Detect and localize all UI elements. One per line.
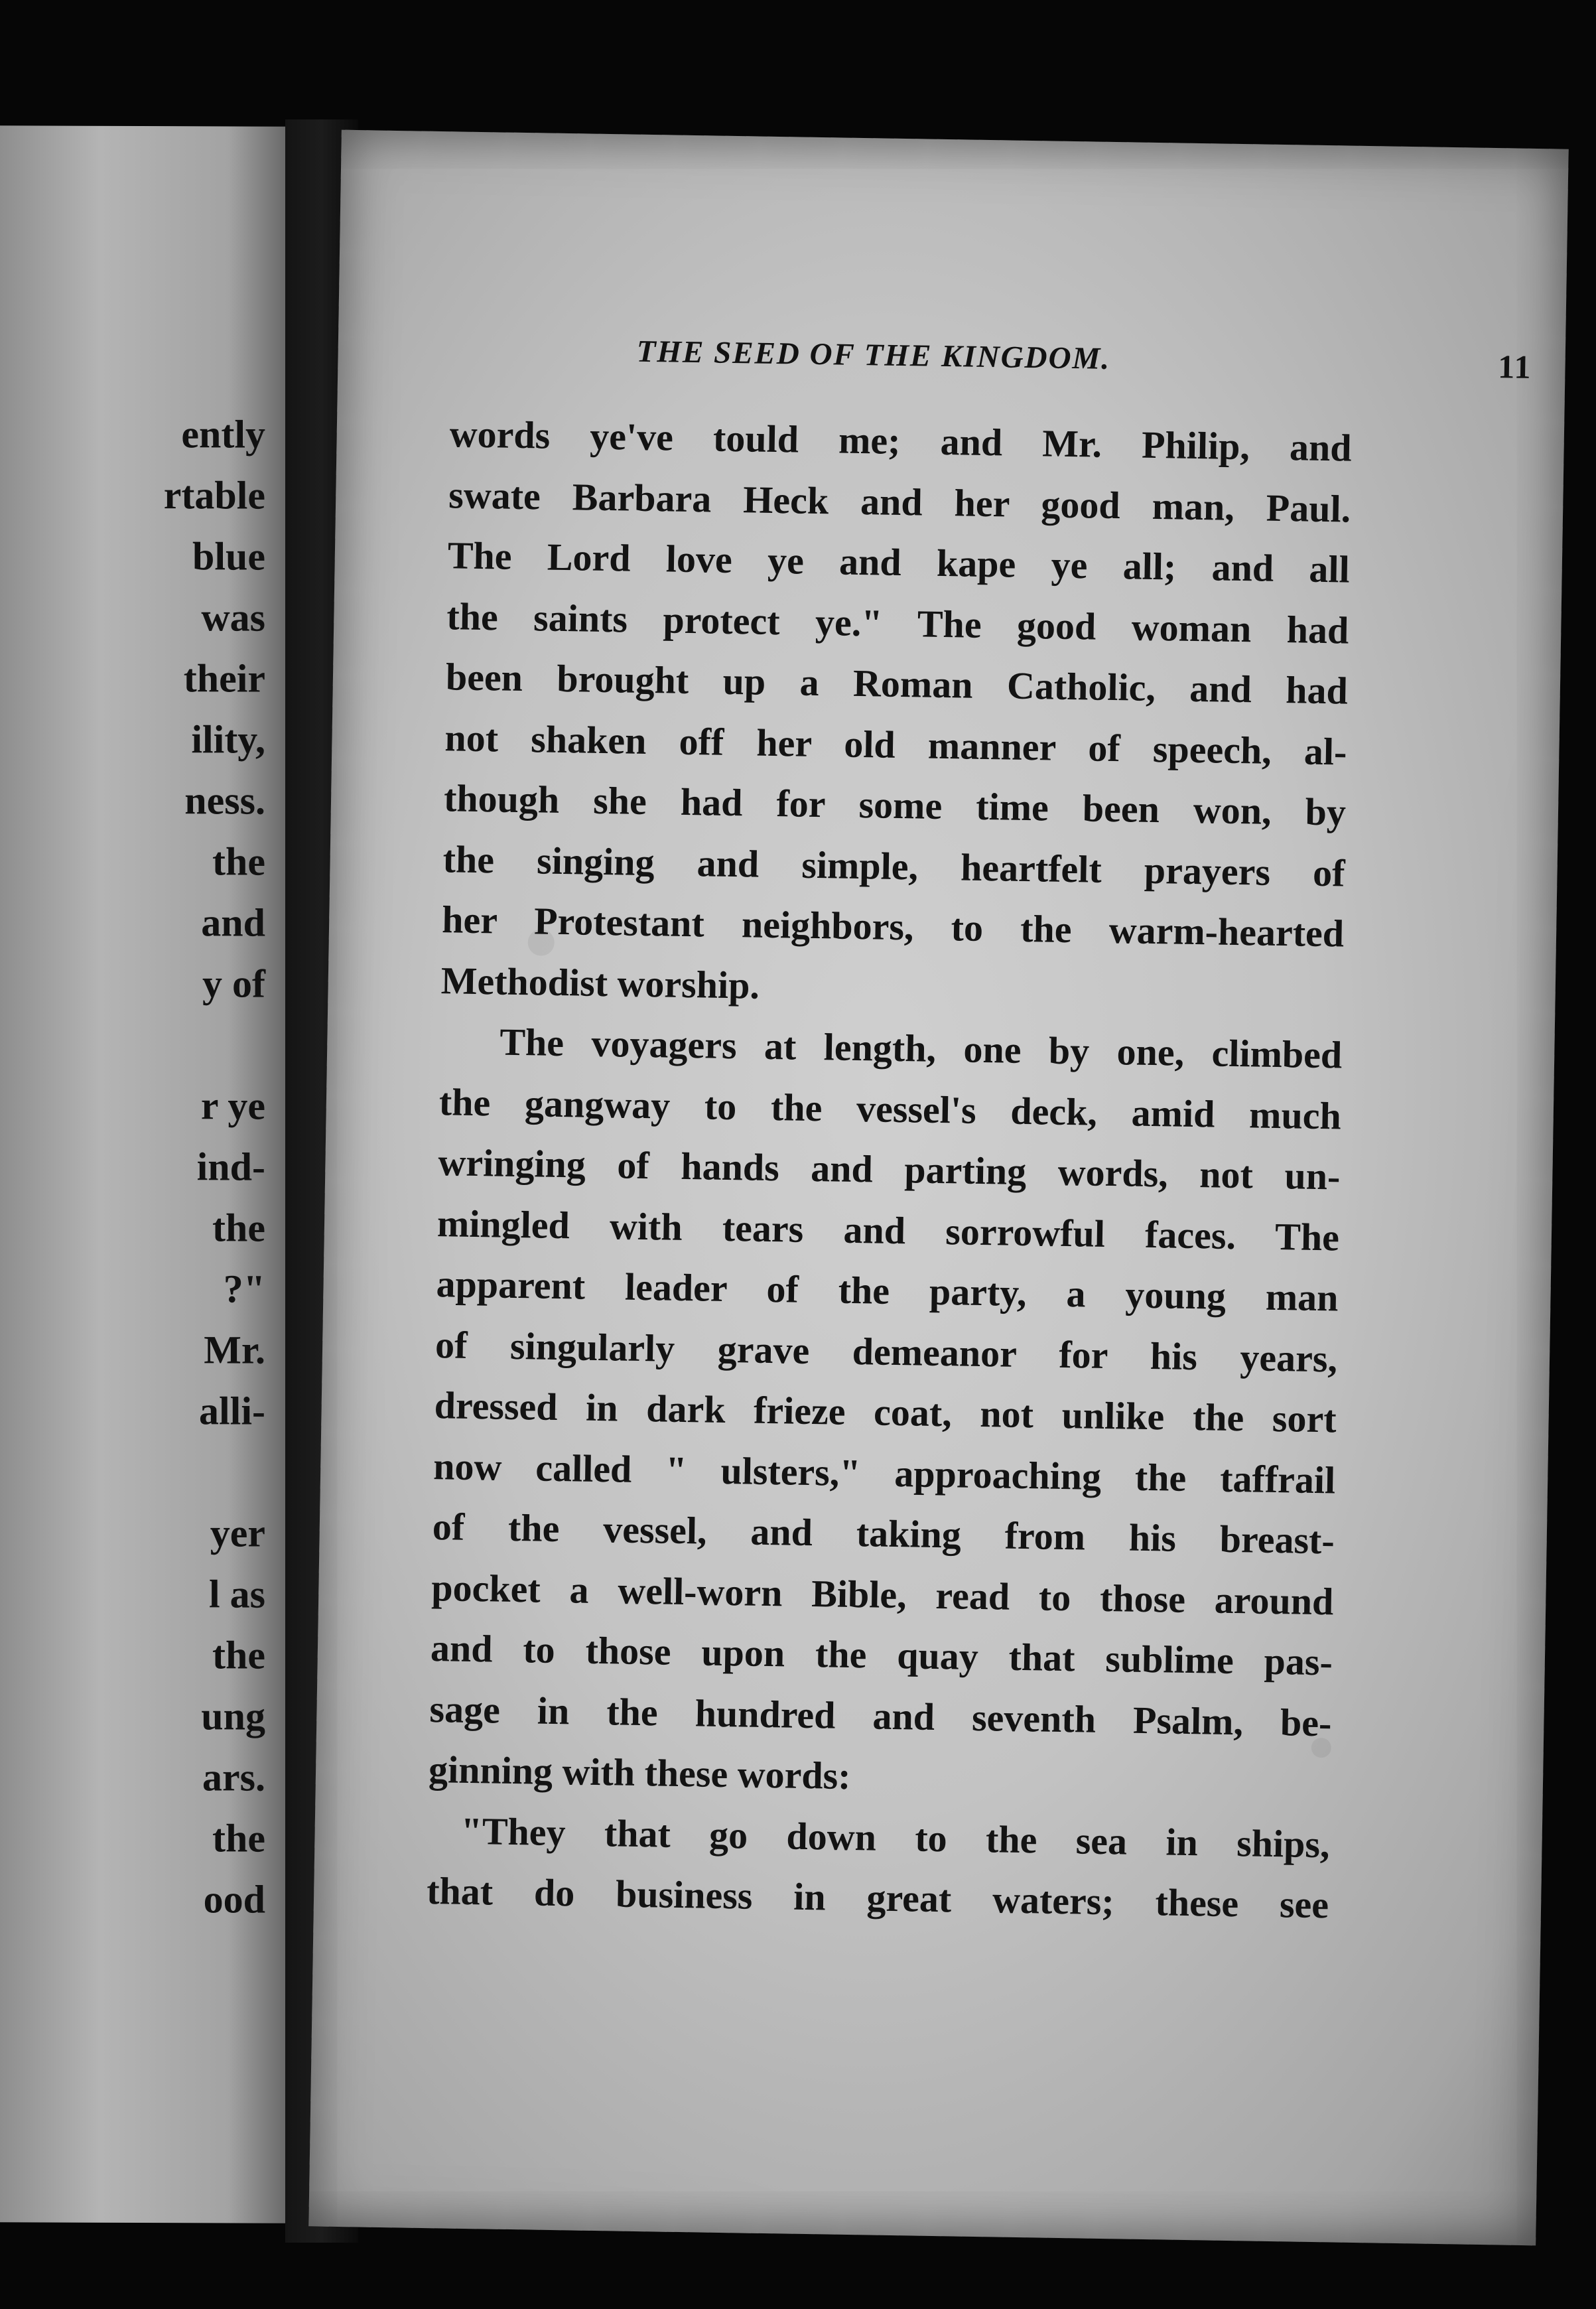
left-page-fragment: the xyxy=(212,1633,265,1677)
text-line: that do business in great waters; these see xyxy=(426,1869,1329,1927)
right-page xyxy=(308,130,1568,2246)
text-line: pocket a well-worn Bible, read to those around xyxy=(431,1565,1334,1623)
text-line: ginning with these words: xyxy=(428,1748,852,1798)
left-page-fragment: ind- xyxy=(196,1145,265,1189)
text-line: The Lord love ye and kape ye all; and all xyxy=(447,533,1351,591)
left-page-fragment: ars. xyxy=(202,1755,265,1799)
text-line: the singing and simple, heartfelt prayers of xyxy=(442,837,1346,895)
left-page-fragment: r ye xyxy=(200,1084,265,1128)
text-line: The voyagers at length, one by one, climbed xyxy=(499,1020,1343,1077)
text-line: words ye've tould me; and Mr. Philip, and xyxy=(449,412,1353,470)
running-head xyxy=(636,334,1532,394)
text-line: not shaken off her old manner of speech, al- xyxy=(444,715,1347,774)
left-page-fragment: alli- xyxy=(199,1389,265,1433)
text-line: dressed in dark frieze coat, not unlike the sort xyxy=(434,1383,1337,1441)
running-head-title: THE SEED OF THE KINGDOM. xyxy=(636,334,1111,376)
text-line: of the vessel, and taking from his breast- xyxy=(432,1505,1335,1563)
text-line: mingled with tears and sorrowful faces. The xyxy=(436,1201,1340,1259)
page-number: 11 xyxy=(1497,348,1532,385)
text-line: now called " ulsters," approaching the taffrail xyxy=(432,1444,1336,1502)
text-line: sage in the hundred and seventh Psalm, be- xyxy=(429,1687,1332,1744)
text-line: wringing of hands and parting words, not un- xyxy=(437,1141,1341,1198)
text-line: swate Barbara Heck and her good man, Paul. xyxy=(448,472,1351,531)
left-page-fragment: rtable xyxy=(163,473,265,518)
text-line: the gangway to the vessel's deck, amid much xyxy=(438,1080,1342,1138)
text-line: of singularly grave demeanor for his years, xyxy=(434,1322,1338,1380)
text-line: apparent leader of the party, a young man xyxy=(436,1262,1339,1320)
body-text xyxy=(427,403,1353,1935)
left-page-fragment: ung xyxy=(201,1694,265,1738)
left-page-fragment: blue xyxy=(192,534,265,579)
left-page-fragment: l as xyxy=(208,1572,265,1616)
left-page-fragment: was xyxy=(201,595,265,640)
text-line: though she had for some time been won, by xyxy=(443,776,1347,834)
left-page-fragment: and xyxy=(201,900,265,945)
left-page-fragment: ?" xyxy=(223,1267,265,1311)
text-line: "They that go down to the sea in ships, xyxy=(460,1809,1331,1866)
left-page-fragment: their xyxy=(183,656,265,701)
left-page-fragment: y of xyxy=(202,961,265,1006)
left-page-fragment: ently xyxy=(181,412,265,456)
text-line: been brought up a Roman Catholic, and had xyxy=(445,655,1349,713)
text-line: Methodist worship. xyxy=(440,958,760,1007)
left-page-fragment: the xyxy=(212,839,265,884)
left-page-fragment: yer xyxy=(210,1511,265,1555)
left-page-fragment: the xyxy=(212,1206,265,1250)
text-line: and to those upon the quay that sublime pas- xyxy=(430,1626,1333,1684)
left-page-fragment: ility, xyxy=(191,717,265,762)
left-page-fragment: Mr. xyxy=(204,1328,265,1372)
left-page-fragment: the xyxy=(212,1816,265,1860)
left-facing-page xyxy=(0,125,285,2223)
text-line: the saints protect ye." The good woman had xyxy=(446,594,1349,652)
text-line: her Protestant neighbors, to the warm-hearted xyxy=(441,898,1345,955)
left-page-fragment: ness. xyxy=(184,778,265,823)
left-page-fragment: ood xyxy=(203,1877,265,1922)
